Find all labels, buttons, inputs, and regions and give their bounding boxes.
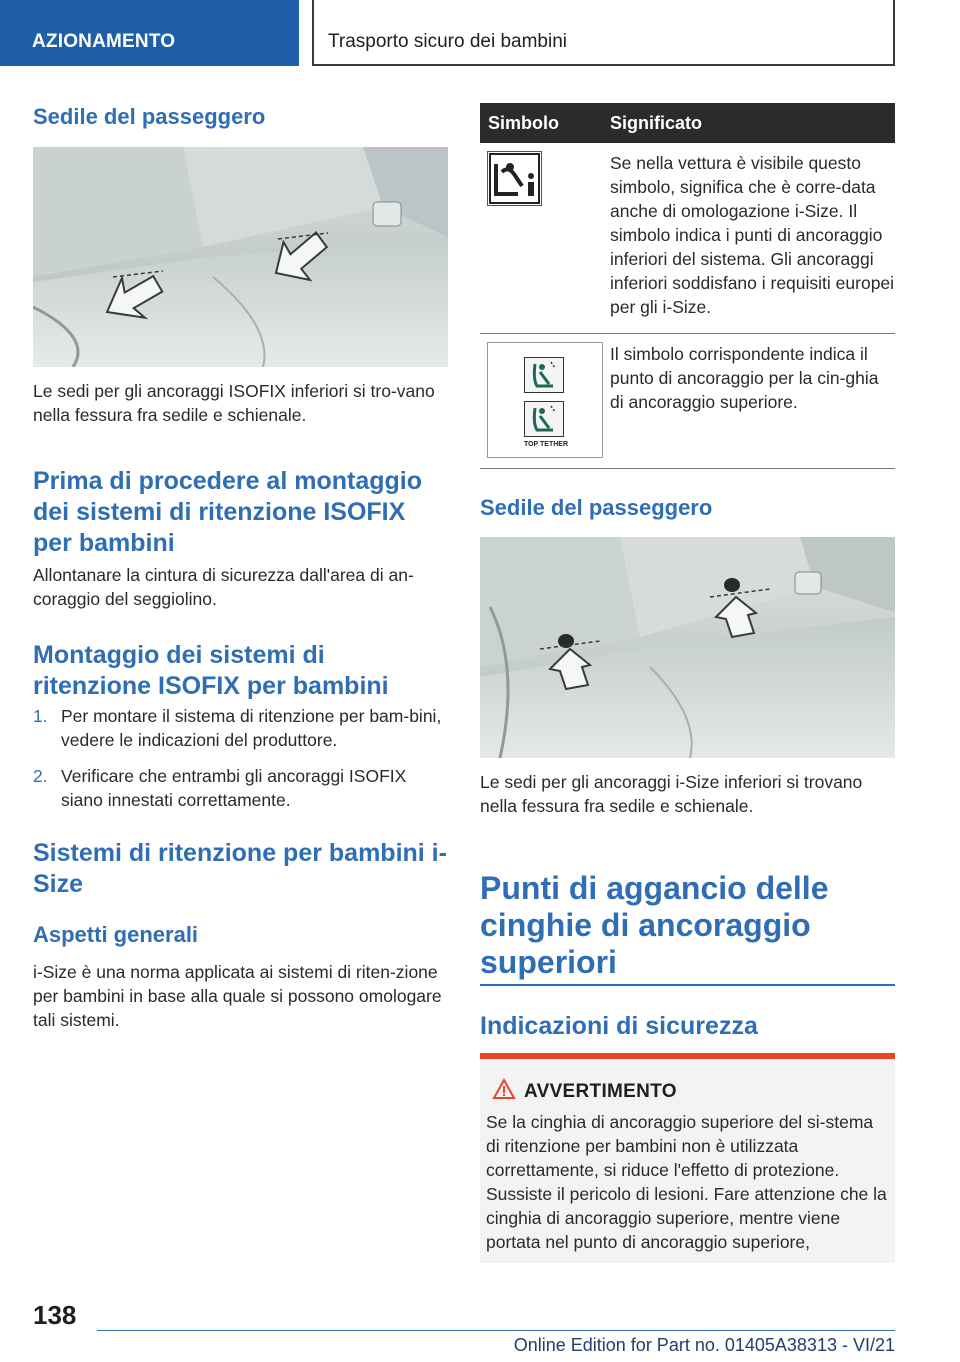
- step-number: 2.: [33, 766, 48, 786]
- page-number: 138: [33, 1300, 77, 1330]
- table-row: Se nella vettura è visibile questo simbolo, significa che è corre-data anche di omologazione i-Size. Il simbolo indica i punti di ancoraggio inferiori del sistema. Gli ancoraggi inferiori soddisfano i requisiti europei per gli i-Size.: [610, 153, 895, 317]
- heading-passenger-seat: Sedile del passeggero: [33, 104, 266, 129]
- footer-divider: [97, 1330, 895, 1331]
- warning-box: [480, 1053, 895, 1263]
- table-divider: [480, 333, 895, 334]
- before-mounting-text: Allontanare la cintura di sicurezza dall'area di an-coraggio del seggiolino.: [33, 565, 414, 609]
- heading-safety-notes: Indicazioni di sicurezza: [480, 1012, 758, 1040]
- table-divider: [480, 468, 895, 469]
- heading-top-tether-points: Punti di aggancio delle cinghie di ancoraggio superiori: [480, 870, 829, 980]
- top-tether-icon: [487, 342, 603, 458]
- isize-general-text: i-Size è una norma applicata ai sistemi di riten-zione per bambini in base alla quale si possono omologare tali sistemi.: [33, 962, 442, 1030]
- isize-seat-figure: [480, 537, 895, 758]
- col-symbol: Simbolo: [488, 113, 559, 133]
- step-number: 1.: [33, 706, 48, 726]
- step-text: Verificare che entrambi gli ancoraggi ISOFIX siano innestati correttamente.: [61, 766, 407, 810]
- warning-text: Se la cinghia di ancoraggio superiore del si-stema di ritenzione per bambini non è utilizzata correttamente, si riduce l'effetto di protezione. Sussiste il pericolo di lesioni. Fare attenzione che la cinghia di ancoraggio superiore, mentre viene portata nel punto di ancoraggio superiore,: [486, 1112, 887, 1252]
- warning-triangle-icon: [492, 1078, 516, 1100]
- col-meaning: Significato: [610, 113, 703, 133]
- step-text: Per montare il sistema di ritenzione per bam-bini, vedere le indicazioni del produttore.: [61, 706, 442, 750]
- isize-symbol-icon: [487, 151, 542, 206]
- warning-title: AVVERTIMENTO: [524, 1081, 677, 1102]
- footer-edition: Online Edition for Part no. 01405A38313 - VI/21: [513, 1335, 895, 1355]
- isofix-location-text: Le sedi per gli ancoraggi ISOFIX inferiori si tro-vano nella fessura fra sedile e schienale.: [33, 381, 435, 425]
- list-item: [33, 764, 448, 814]
- symbol-table-header: [480, 103, 895, 143]
- top-tether-caption: TOP TETHER: [523, 441, 569, 448]
- table-row: Il simbolo corrispondente indica il punto di ancoraggio per la cin-ghia di ancoraggio superiore.: [610, 344, 879, 412]
- list-item: [33, 704, 448, 754]
- section-tab: AZIONAMENTO: [0, 0, 299, 66]
- section-divider: [480, 984, 895, 986]
- heading-general: Aspetti generali: [33, 922, 199, 947]
- isofix-seat-figure: [33, 147, 448, 367]
- heading-before-mounting: Prima di procedere al montaggio dei sistemi di ritenzione ISOFIX per bambini: [33, 467, 422, 557]
- isize-location-text: Le sedi per gli ancoraggi i-Size inferiori si trovano nella fessura fra sedile e schienale.: [480, 772, 863, 816]
- heading-isize: Sistemi di ritenzione per bambini i-Size: [33, 839, 447, 898]
- chapter-title: Trasporto sicuro dei bambini: [312, 0, 895, 66]
- heading-passenger-seat-isize: Sedile del passeggero: [480, 495, 713, 520]
- heading-mounting: Montaggio dei sistemi di ritenzione ISOFIX per bambini: [33, 641, 389, 700]
